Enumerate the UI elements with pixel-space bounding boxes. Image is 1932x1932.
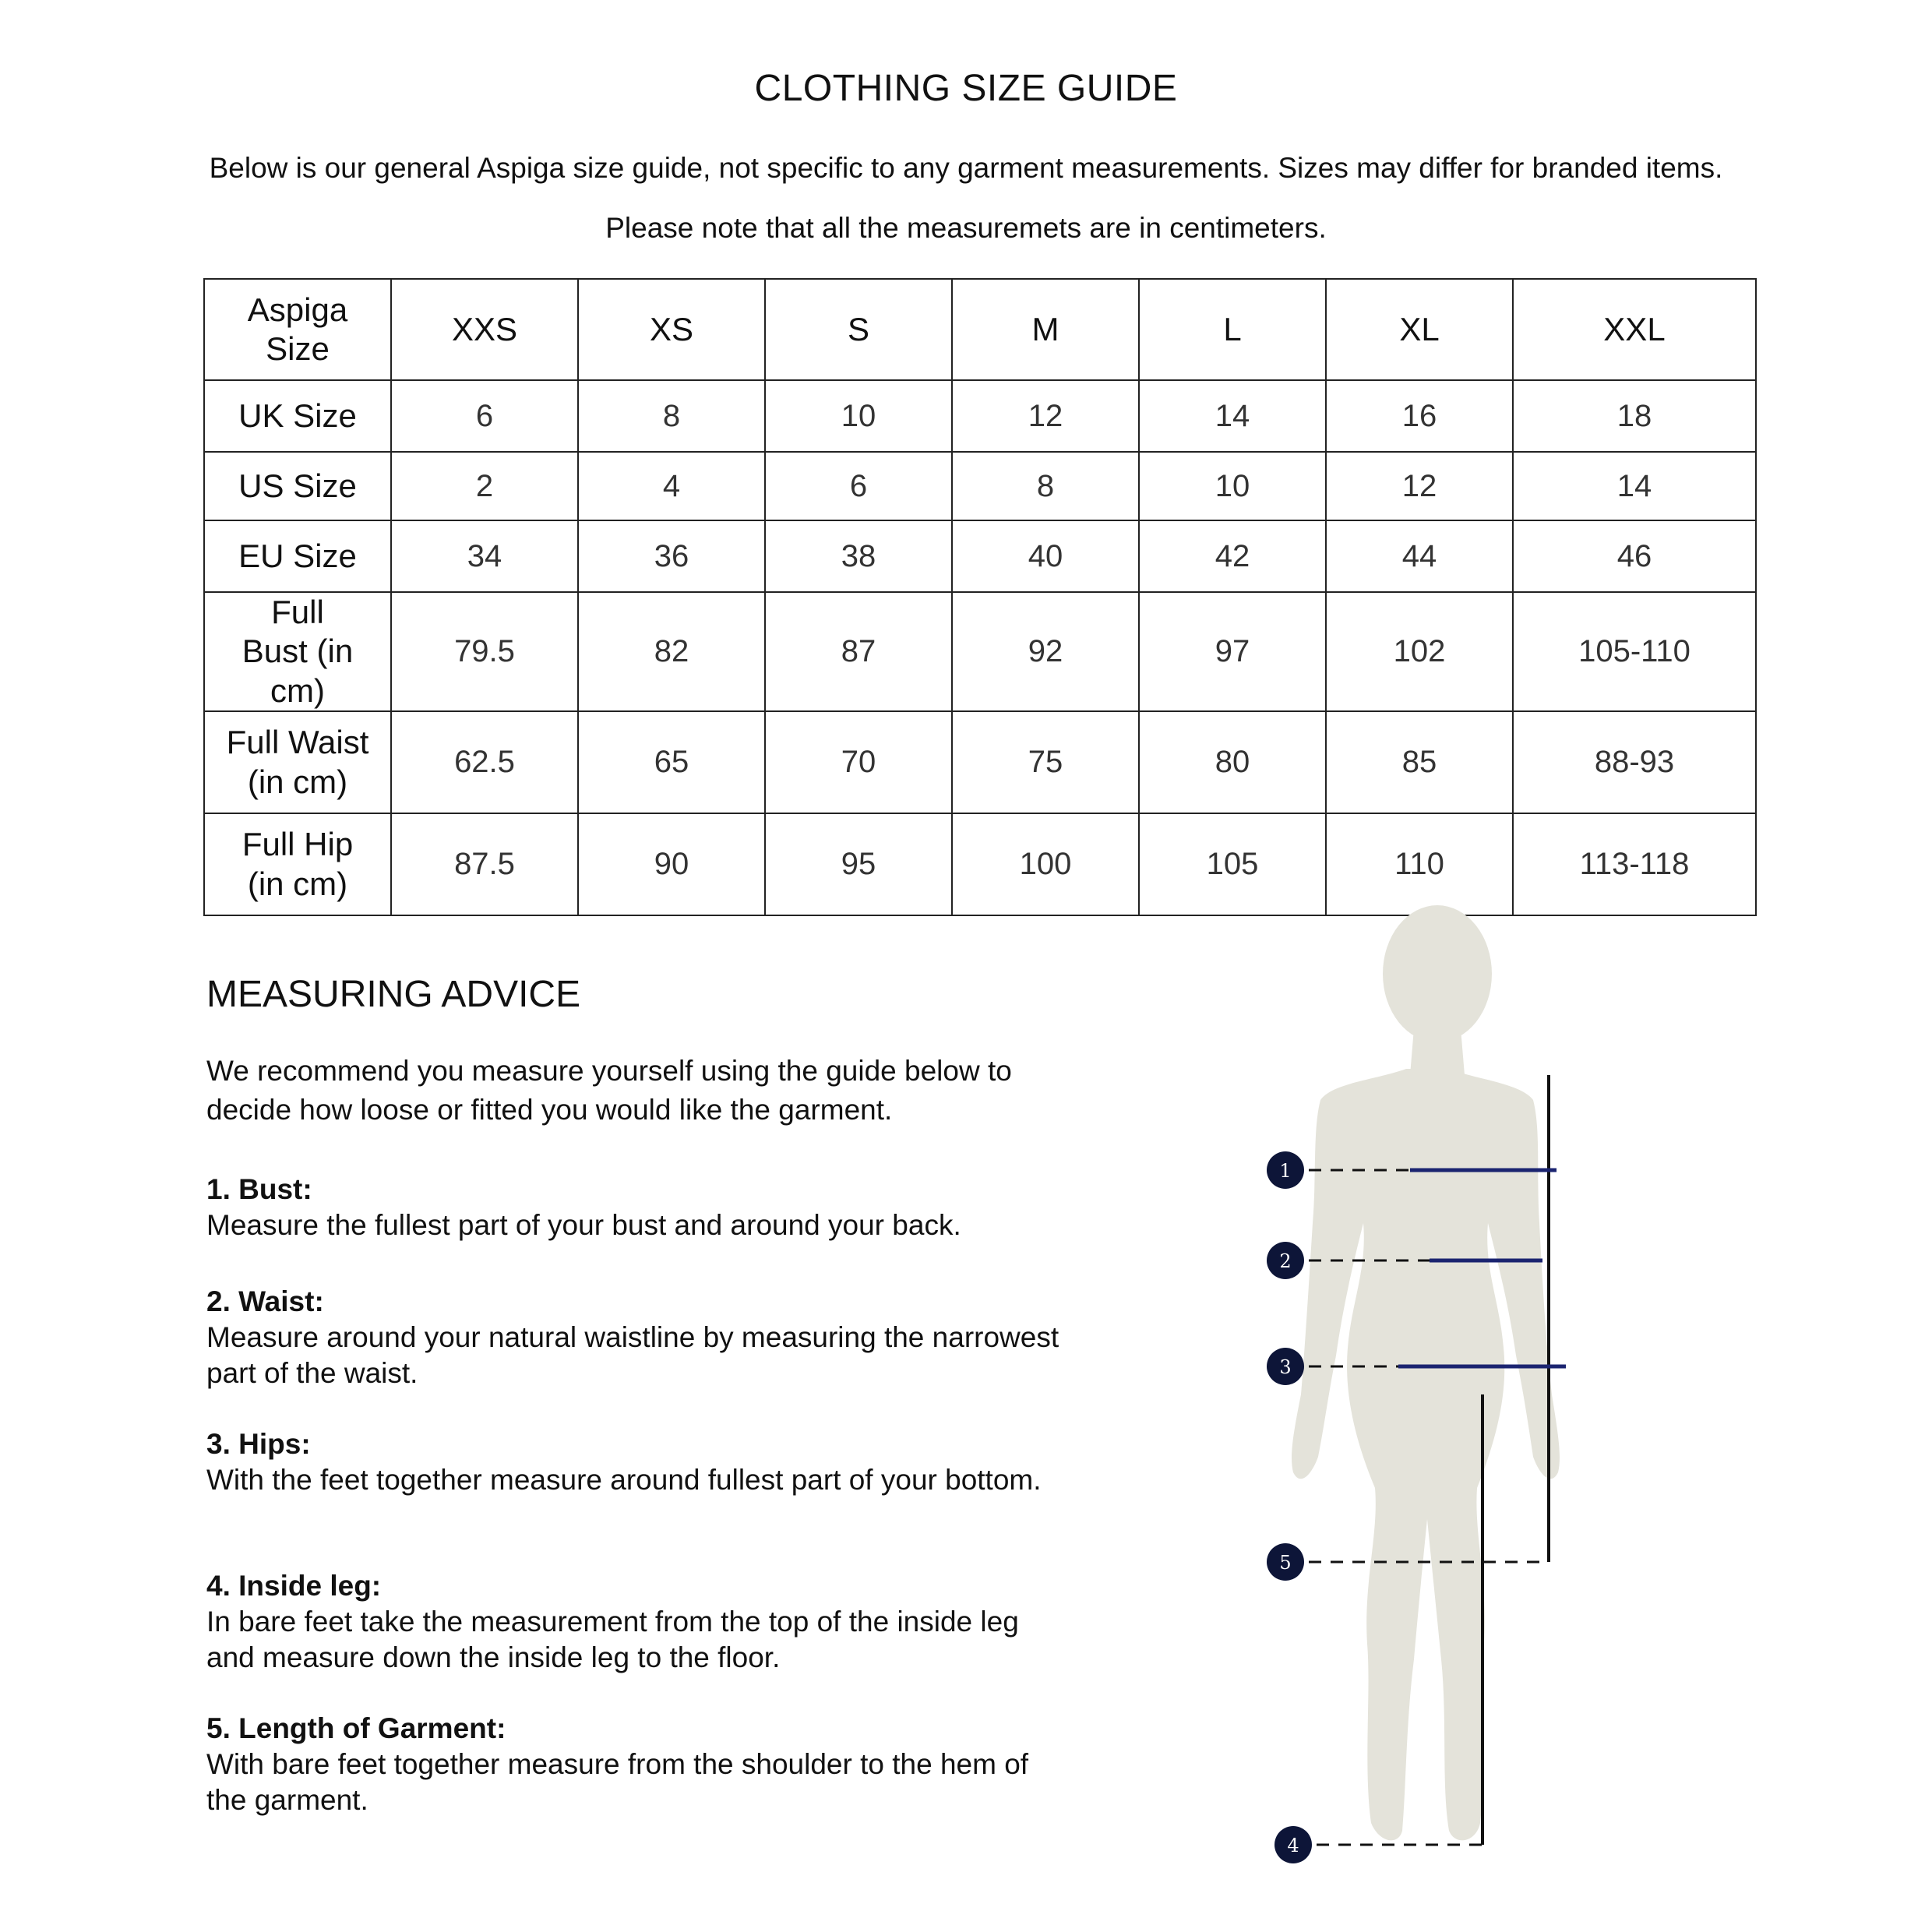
advice-item-hips: [206, 1426, 1063, 1498]
table-cell: 40: [952, 520, 1139, 592]
body-silhouette: [1292, 905, 1560, 1840]
table-cell: 36: [578, 520, 765, 592]
advice-heading: 1. Bust:: [206, 1173, 312, 1205]
table-cell: 92: [952, 592, 1139, 711]
badge-1-icon: [1267, 1151, 1304, 1189]
badge-3-icon: [1267, 1348, 1304, 1385]
table-header-row: [204, 279, 1756, 380]
column-header: L: [1139, 279, 1326, 380]
table-cell: 88-93: [1513, 711, 1756, 813]
advice-item-garment-length: [206, 1711, 1063, 1818]
table-cell: 62.5: [391, 711, 578, 813]
table-cell: 87: [765, 592, 952, 711]
corner-label: Aspiga Size: [204, 279, 391, 380]
table-cell: 8: [952, 452, 1139, 520]
row-label: Full Hip (in cm): [204, 813, 391, 915]
table-cell: 4: [578, 452, 765, 520]
advice-item-waist: [206, 1284, 1063, 1391]
table-cell: 80: [1139, 711, 1326, 813]
table-row: [204, 711, 1756, 813]
table-cell: 44: [1326, 520, 1513, 592]
table-cell: 14: [1513, 452, 1756, 520]
row-label: Full Bust (in cm): [204, 592, 391, 711]
table-cell: 79.5: [391, 592, 578, 711]
table-row: [204, 592, 1756, 711]
table-cell: 2: [391, 452, 578, 520]
table-cell: 10: [765, 380, 952, 452]
advice-heading: 2. Waist:: [206, 1285, 324, 1317]
svg-text:1: 1: [1279, 1160, 1292, 1182]
table-cell: 6: [391, 380, 578, 452]
measuring-advice-intro: We recommend you measure yourself using the guide below to decide how loose or fitted you would like the garment.: [206, 1055, 1012, 1126]
row-label: UK Size: [204, 380, 391, 452]
table-cell: 38: [765, 520, 952, 592]
body-measurement-figure: [1246, 896, 1683, 1885]
svg-text:5: 5: [1279, 1552, 1292, 1574]
table-cell: 65: [578, 711, 765, 813]
table-cell: 12: [952, 380, 1139, 452]
table-cell: 105-110: [1513, 592, 1756, 711]
badge-5-icon: [1267, 1543, 1304, 1581]
advice-heading: 5. Length of Garment:: [206, 1712, 506, 1744]
table-cell: 34: [391, 520, 578, 592]
table-cell: 100: [952, 813, 1139, 915]
row-label: US Size: [204, 452, 391, 520]
column-header: XS: [578, 279, 765, 380]
table-row: [204, 380, 1756, 452]
page-title: CLOTHING SIZE GUIDE: [754, 68, 1178, 109]
table-cell: 82: [578, 592, 765, 711]
advice-body: With bare feet together measure from the shoulder to the hem of the garment.: [206, 1748, 1029, 1816]
table-row: [204, 452, 1756, 520]
table-cell: 90: [578, 813, 765, 915]
advice-body: With the feet together measure around fullest part of your bottom.: [206, 1464, 1042, 1496]
svg-text:3: 3: [1279, 1356, 1292, 1378]
advice-item-inside-leg: [206, 1568, 1063, 1676]
svg-text:2: 2: [1279, 1250, 1292, 1272]
size-table: [203, 278, 1757, 916]
table-cell: 8: [578, 380, 765, 452]
table-cell: 6: [765, 452, 952, 520]
advice-body: Measure the fullest part of your bust and around your back.: [206, 1209, 961, 1241]
column-header: M: [952, 279, 1139, 380]
advice-body: Measure around your natural waistline by measuring the narrowest part of the waist.: [206, 1321, 1059, 1389]
table-cell: 10: [1139, 452, 1326, 520]
badge-2-icon: [1267, 1242, 1304, 1279]
table-cell: 85: [1326, 711, 1513, 813]
svg-text:4: 4: [1287, 1835, 1299, 1856]
advice-heading: 4. Inside leg:: [206, 1570, 382, 1602]
table-cell: 105: [1139, 813, 1326, 915]
table-cell: 16: [1326, 380, 1513, 452]
badge-4-icon: [1274, 1826, 1312, 1863]
table-cell: 102: [1326, 592, 1513, 711]
row-label: EU Size: [204, 520, 391, 592]
table-cell: 70: [765, 711, 952, 813]
column-header: XXS: [391, 279, 578, 380]
advice-heading: 3. Hips:: [206, 1428, 311, 1460]
table-cell: 110: [1326, 813, 1513, 915]
table-cell: 75: [952, 711, 1139, 813]
advice-item-bust: [206, 1172, 1063, 1243]
measuring-advice-title: MEASURING ADVICE: [206, 974, 581, 1015]
table-row: [204, 520, 1756, 592]
column-header: XL: [1326, 279, 1513, 380]
advice-body: In bare feet take the measurement from the top of the inside leg and measure down the inside leg to the floor.: [206, 1606, 1019, 1673]
table-cell: 46: [1513, 520, 1756, 592]
table-cell: 18: [1513, 380, 1756, 452]
table-cell: 95: [765, 813, 952, 915]
intro-line-1: Below is our general Aspiga size guide, not specific to any garment measurements. Sizes may differ for branded items.: [209, 152, 1723, 184]
table-cell: 12: [1326, 452, 1513, 520]
column-header: S: [765, 279, 952, 380]
row-label: Full Waist (in cm): [204, 711, 391, 813]
table-cell: 113-118: [1513, 813, 1756, 915]
table-cell: 97: [1139, 592, 1326, 711]
intro-line-2: Please note that all the measuremets are in centimeters.: [605, 212, 1327, 244]
table-cell: 14: [1139, 380, 1326, 452]
table-cell: 42: [1139, 520, 1326, 592]
table-cell: 87.5: [391, 813, 578, 915]
column-header: XXL: [1513, 279, 1756, 380]
